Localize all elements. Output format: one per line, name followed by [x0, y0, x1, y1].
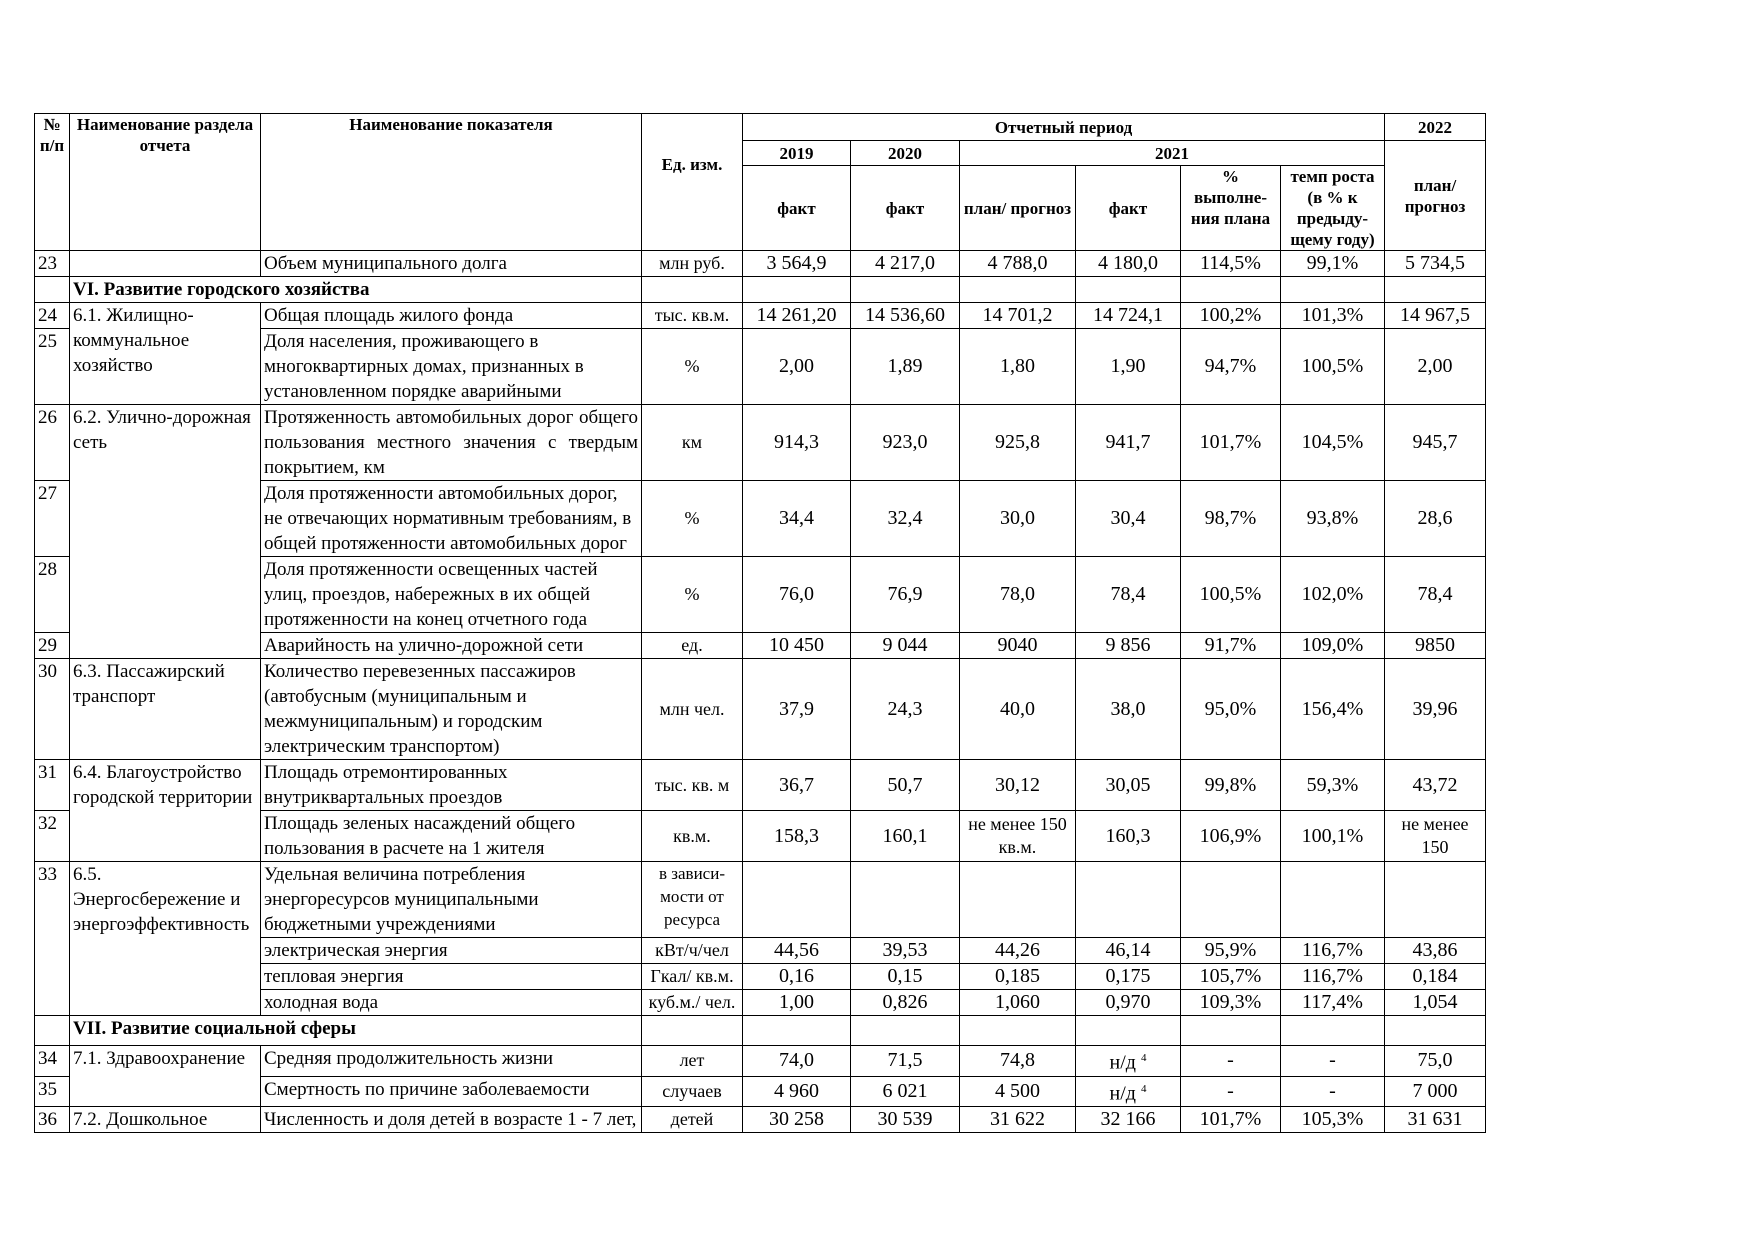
year-2019-header: 2019	[743, 141, 851, 166]
plan-2021: 14 701,2	[960, 303, 1076, 329]
row-unit: Гкал/ кв.м.	[642, 964, 743, 990]
value-2020: 71,5	[851, 1046, 960, 1077]
subsection-71: 7.1. Здравоохранение	[70, 1046, 261, 1107]
row-unit: км	[642, 405, 743, 481]
value-2019: 36,7	[743, 760, 851, 811]
fact-2021: 14 724,1	[1076, 303, 1181, 329]
row-num: 28	[35, 557, 70, 633]
growth: 93,8%	[1281, 481, 1385, 557]
subsection-61: 6.1. Жилищно-коммунальное хозяйство	[70, 303, 261, 405]
plan-forecast-2022-header: план/ прогноз	[1385, 141, 1486, 251]
row-num: 25	[35, 329, 70, 405]
row-num: 34	[35, 1046, 70, 1077]
value-2022: 0,184	[1385, 964, 1486, 990]
value-2020: 1,89	[851, 329, 960, 405]
growth: 100,5%	[1281, 329, 1385, 405]
row-unit: млн чел.	[642, 659, 743, 760]
growth: -	[1281, 1046, 1385, 1077]
row-indicator: Протяженность автомобильных дорог общего пользования местного значения с твердым покрытием, км	[261, 405, 642, 481]
row-unit: млн руб.	[642, 251, 743, 277]
fact-2021	[1076, 1046, 1181, 1077]
reporting-period-header: Отчетный период	[743, 114, 1385, 141]
footnote-mark: 4	[1140, 1052, 1147, 1064]
row-unit: детей	[642, 1107, 743, 1133]
row-num: 27	[35, 481, 70, 557]
row-indicator: Средняя продолжительность жизни	[261, 1046, 642, 1077]
value-2019: 914,3	[743, 405, 851, 481]
growth: 116,7%	[1281, 938, 1385, 964]
col-unit-header: Ед. изм.	[642, 114, 743, 251]
value-2020: 39,53	[851, 938, 960, 964]
row-num: 32	[35, 811, 70, 862]
row-unit: случаев	[642, 1076, 743, 1107]
value-2020: 14 536,60	[851, 303, 960, 329]
fact-2021: 941,7	[1076, 405, 1181, 481]
row-indicator: Общая площадь жилого фонда	[261, 303, 642, 329]
plan-2021: 40,0	[960, 659, 1076, 760]
growth-header: темп роста (в % к предыду-щему году)	[1281, 166, 1385, 251]
value-2020: 76,9	[851, 557, 960, 633]
row-num: 36	[35, 1107, 70, 1133]
growth: 109,0%	[1281, 633, 1385, 659]
value-2022: 43,86	[1385, 938, 1486, 964]
row-indicator: Площадь зеленых насаждений общего пользования в расчете на 1 жителя	[261, 811, 642, 862]
pct-plan: 95,0%	[1181, 659, 1281, 760]
value-2020: 160,1	[851, 811, 960, 862]
subsection-62: 6.2. Улично-дорожная сеть	[70, 405, 261, 659]
table-row	[35, 405, 1486, 481]
fact-2021: 4 180,0	[1076, 251, 1181, 277]
fact-2021	[1076, 1076, 1181, 1107]
row-num: 24	[35, 303, 70, 329]
year-2021-header: 2021	[960, 141, 1385, 166]
section-title: VII. Развитие социальной сферы	[70, 1016, 642, 1046]
row-num: 23	[35, 251, 70, 277]
value-2019: 158,3	[743, 811, 851, 862]
row-unit: %	[642, 329, 743, 405]
value-2022: 1,054	[1385, 990, 1486, 1016]
value-2019: 34,4	[743, 481, 851, 557]
fact-2021: 0,175	[1076, 964, 1181, 990]
table-row	[35, 1107, 1486, 1133]
value-2022: 945,7	[1385, 405, 1486, 481]
row-indicator: Объем муниципального долга	[261, 251, 642, 277]
fact-2019-header: факт	[743, 166, 851, 251]
fact-2020-header: факт	[851, 166, 960, 251]
col-num-header: № п/п	[35, 114, 70, 251]
value-2022: 9850	[1385, 633, 1486, 659]
value-2019: 1,00	[743, 990, 851, 1016]
year-2022-header: 2022	[1385, 114, 1486, 141]
table-row	[35, 303, 1486, 329]
fact-value: н/д	[1109, 1082, 1136, 1105]
row-num: 33	[35, 862, 70, 1016]
pct-plan: 106,9%	[1181, 811, 1281, 862]
row-unit: кВт/ч/чел	[642, 938, 743, 964]
plan-2021: 0,185	[960, 964, 1076, 990]
value-2022: 7 000	[1385, 1076, 1486, 1107]
pct-plan: 105,7%	[1181, 964, 1281, 990]
pct-plan: 109,3%	[1181, 990, 1281, 1016]
fact-2021: 78,4	[1076, 557, 1181, 633]
row-unit: кв.м.	[642, 811, 743, 862]
row-num: 35	[35, 1076, 70, 1107]
plan-2021: 30,12	[960, 760, 1076, 811]
row-num: 30	[35, 659, 70, 760]
fact-2021: 38,0	[1076, 659, 1181, 760]
plan-2021: 9040	[960, 633, 1076, 659]
pct-plan-header: % выполне-ния плана	[1181, 166, 1281, 251]
row-unit: куб.м./ чел.	[642, 990, 743, 1016]
fact-2021: 1,90	[1076, 329, 1181, 405]
plan-2021: 4 788,0	[960, 251, 1076, 277]
pct-plan: 98,7%	[1181, 481, 1281, 557]
table-row	[35, 251, 1486, 277]
subsection-65: 6.5. Энергосбережение и энергоэффективность	[70, 862, 261, 1016]
fact-2021-header: факт	[1076, 166, 1181, 251]
pct-plan: 101,7%	[1181, 405, 1281, 481]
row-indicator: холодная вода	[261, 990, 642, 1016]
fact-2021: 0,970	[1076, 990, 1181, 1016]
value-2020: 923,0	[851, 405, 960, 481]
col-indicator-header: Наименование показателя	[261, 114, 642, 251]
fact-2021: 30,05	[1076, 760, 1181, 811]
value-2020: 6 021	[851, 1076, 960, 1107]
table-row	[35, 760, 1486, 811]
pct-plan: 100,5%	[1181, 557, 1281, 633]
plan-2021: 44,26	[960, 938, 1076, 964]
value-2020: 0,826	[851, 990, 960, 1016]
row-indicator: тепловая энергия	[261, 964, 642, 990]
value-2022: 14 967,5	[1385, 303, 1486, 329]
row-indicator: Площадь отремонтированных внутриквартальных проездов	[261, 760, 642, 811]
value-2019: 2,00	[743, 329, 851, 405]
plan-2021-header: план/ прогноз	[960, 166, 1076, 251]
value-2020: 9 044	[851, 633, 960, 659]
value-2019: 44,56	[743, 938, 851, 964]
value-2022: 43,72	[1385, 760, 1486, 811]
pct-plan: 94,7%	[1181, 329, 1281, 405]
row-section	[70, 251, 261, 277]
col-section-header: Наименование раздела отчета	[70, 114, 261, 251]
pct-plan: -	[1181, 1046, 1281, 1077]
growth: 117,4%	[1281, 990, 1385, 1016]
indicators-table	[34, 113, 1486, 1133]
value-2022: 5 734,5	[1385, 251, 1486, 277]
plan-2021: 4 500	[960, 1076, 1076, 1107]
value-2020: 30 539	[851, 1107, 960, 1133]
fact-2021: 160,3	[1076, 811, 1181, 862]
value-2022: 75,0	[1385, 1046, 1486, 1077]
growth: 116,7%	[1281, 964, 1385, 990]
section-title: VI. Развитие городского хозяйства	[70, 277, 642, 303]
section-row	[35, 277, 1486, 303]
subsection-64: 6.4. Благоустройство городской территории	[70, 760, 261, 862]
plan-2021: 31 622	[960, 1107, 1076, 1133]
subsection-72: 7.2. Дошкольное	[70, 1107, 261, 1133]
value-2019: 0,16	[743, 964, 851, 990]
value-2022: 2,00	[1385, 329, 1486, 405]
row-indicator: Доля протяженности освещенных частей улиц, проездов, набережных в их общей протяженности на конец отчетного года	[261, 557, 642, 633]
plan-2021: 78,0	[960, 557, 1076, 633]
fact-2021: 32 166	[1076, 1107, 1181, 1133]
plan-2021: 30,0	[960, 481, 1076, 557]
footnote-mark: 4	[1140, 1082, 1147, 1095]
row-unit: лет	[642, 1046, 743, 1077]
value-2019: 14 261,20	[743, 303, 851, 329]
row-indicator: Смертность по причине заболеваемости	[261, 1076, 642, 1107]
row-indicator: Численность и доля детей в возрасте 1 - 7 лет,	[261, 1107, 642, 1133]
growth: 101,3%	[1281, 303, 1385, 329]
value-2020: 4 217,0	[851, 251, 960, 277]
row-unit: ед.	[642, 633, 743, 659]
row-num: 29	[35, 633, 70, 659]
growth: 99,1%	[1281, 251, 1385, 277]
value-2022: не менее 150	[1385, 811, 1486, 862]
pct-plan: 99,8%	[1181, 760, 1281, 811]
plan-2021: 925,8	[960, 405, 1076, 481]
table-row	[35, 862, 1486, 938]
fact-2021: 9 856	[1076, 633, 1181, 659]
growth: 104,5%	[1281, 405, 1385, 481]
value-2019: 74,0	[743, 1046, 851, 1077]
table-row	[35, 1046, 1486, 1077]
section-row	[35, 1016, 1486, 1046]
growth: -	[1281, 1076, 1385, 1107]
row-unit: %	[642, 557, 743, 633]
value-2022: 28,6	[1385, 481, 1486, 557]
fact-2021: 30,4	[1076, 481, 1181, 557]
row-unit: тыс. кв. м	[642, 760, 743, 811]
growth: 100,1%	[1281, 811, 1385, 862]
row-unit: %	[642, 481, 743, 557]
table-row	[35, 659, 1486, 760]
growth: 59,3%	[1281, 760, 1385, 811]
growth: 105,3%	[1281, 1107, 1385, 1133]
pct-plan: 101,7%	[1181, 1107, 1281, 1133]
row-indicator: Доля населения, проживающего в многоквартирных домах, признанных в установленном порядке аварийными	[261, 329, 642, 405]
plan-2021: не менее 150 кв.м.	[960, 811, 1076, 862]
value-2022: 39,96	[1385, 659, 1486, 760]
value-2020: 0,15	[851, 964, 960, 990]
pct-plan: 95,9%	[1181, 938, 1281, 964]
value-2019: 37,9	[743, 659, 851, 760]
row-indicator: электрическая энергия	[261, 938, 642, 964]
plan-2021: 1,80	[960, 329, 1076, 405]
value-2022: 31 631	[1385, 1107, 1486, 1133]
pct-plan: 114,5%	[1181, 251, 1281, 277]
row-indicator: Количество перевезенных пассажиров (автобусным (муниципальным и межмуниципальным) и городским электрическим транспортом)	[261, 659, 642, 760]
value-2020: 50,7	[851, 760, 960, 811]
row-num: 31	[35, 760, 70, 811]
row-unit: в зависи-мости от ресурса	[642, 862, 743, 938]
value-2019: 30 258	[743, 1107, 851, 1133]
row-indicator: Доля протяженности автомобильных дорог, не отвечающих нормативным требованиям, в общей протяженности автомобильных дорог	[261, 481, 642, 557]
plan-2021: 1,060	[960, 990, 1076, 1016]
fact-value: н/д	[1109, 1051, 1136, 1074]
subsection-63: 6.3. Пассажирский транспорт	[70, 659, 261, 760]
value-2019: 3 564,9	[743, 251, 851, 277]
row-num: 26	[35, 405, 70, 481]
pct-plan: 91,7%	[1181, 633, 1281, 659]
pct-plan: 100,2%	[1181, 303, 1281, 329]
growth: 102,0%	[1281, 557, 1385, 633]
value-2022: 78,4	[1385, 557, 1486, 633]
value-2019: 4 960	[743, 1076, 851, 1107]
plan-2021: 74,8	[960, 1046, 1076, 1077]
value-2020: 24,3	[851, 659, 960, 760]
row-unit: тыс. кв.м.	[642, 303, 743, 329]
row-indicator: Аварийность на улично-дорожной сети	[261, 633, 642, 659]
value-2020: 32,4	[851, 481, 960, 557]
year-2020-header: 2020	[851, 141, 960, 166]
pct-plan: -	[1181, 1076, 1281, 1107]
value-2019: 10 450	[743, 633, 851, 659]
row-indicator: Удельная величина потребления энергоресурсов муниципальными бюджетными учреждениями	[261, 862, 642, 938]
fact-2021: 46,14	[1076, 938, 1181, 964]
growth: 156,4%	[1281, 659, 1385, 760]
value-2019: 76,0	[743, 557, 851, 633]
